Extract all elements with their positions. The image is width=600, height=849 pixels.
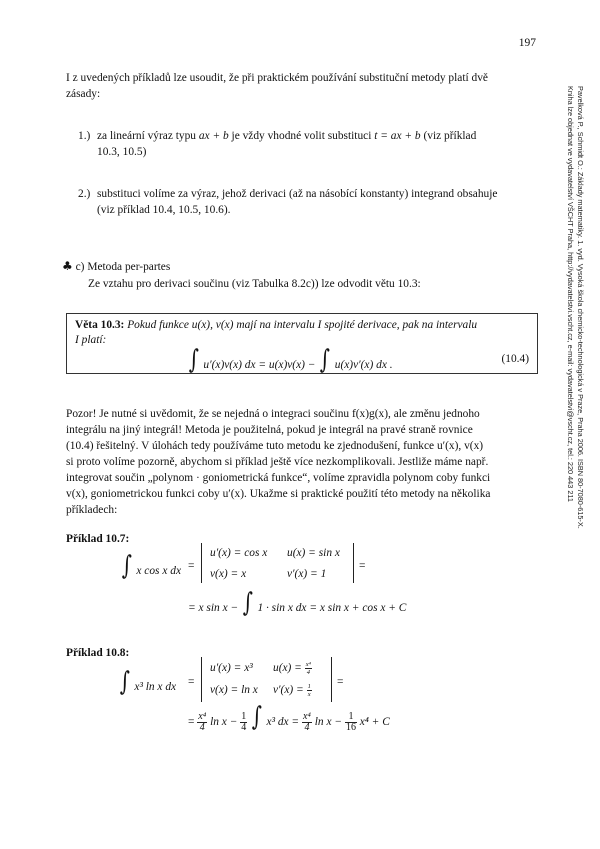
example-1-title: Příklad 10.7:: [66, 533, 130, 545]
equation-number: (10.4): [501, 353, 529, 365]
theorem-line-1: [75, 317, 477, 333]
example-2-result-part-3: ln x −: [314, 716, 343, 728]
integral-sign-icon: ∫: [188, 345, 199, 375]
example-1-equals: =: [188, 560, 195, 572]
rule-1-line-2: 10.3, 10.5): [97, 146, 147, 158]
intro-line-1: I z uvedených příkladů lze usoudit, že při praktickém používání substituční metody platí dvě: [66, 72, 488, 84]
fraction: [307, 683, 312, 698]
theorem-title: Věta 10.3:: [75, 319, 125, 331]
theorem-formula: [187, 345, 393, 375]
intro-line-2: zásady:: [66, 88, 101, 100]
theorem-line-2-text: I platí:: [75, 334, 107, 346]
example-1-a1: u′(x) = cos x: [210, 547, 268, 559]
fraction-numerator: x⁴: [302, 710, 311, 722]
section-lead: Ze vztahu pro derivaci součinu (viz Tabulka 8.2c)) lze odvodit větu 10.3:: [88, 278, 421, 290]
pozor-paragraph: [66, 406, 546, 518]
example-2-right-bar: [331, 657, 332, 702]
publication-notice-line-2: Kniha lze objednat ve vydavatelství VŠCHT Praha, http://vydavatelstvi.vscht.cz, e-mail: vydavatelstvi@vscht.cz, tel.: 220 443 211: [566, 86, 575, 502]
example-1-result-left: = x sin x −: [188, 602, 239, 614]
page-number: 197: [518, 37, 536, 49]
fraction-numerator: 1: [345, 712, 357, 723]
formula-right: u(x)v′(x) dx .: [334, 359, 393, 371]
pozor-line-6: v(x), goniometrickou funkci coby u′(x). Ukažme si praktické použití této metody na několika: [66, 488, 491, 500]
integral-sign-icon: ∫: [121, 551, 132, 581]
example-1-integrand: x cos x dx: [136, 565, 181, 577]
rule-2-marker: 2.): [78, 188, 91, 200]
fraction: [305, 661, 312, 676]
integral-sign-icon: ∫: [119, 667, 130, 697]
fraction-denominator: 4: [241, 721, 247, 733]
formula-left: u′(x)v(x) dx = u(x)v(x) −: [203, 359, 316, 371]
fraction-numerator: 1: [307, 682, 311, 690]
example-2-result: [188, 702, 390, 733]
pozor-line-7: příkladech:: [66, 504, 118, 516]
example-2-result-part-4: x⁴ + C: [359, 716, 390, 728]
club-suit-icon: ♣: [62, 259, 73, 273]
rule-2-line-2: (viz příklad 10.4, 10.5, 10.6).: [97, 204, 231, 216]
theorem-math-a: u(x), v(x): [191, 319, 234, 331]
fraction-denominator: 16: [345, 721, 356, 733]
rule-1-text-b: je vždy vhodné volit substituci: [231, 130, 372, 142]
integral-sign-icon: ∫: [320, 345, 331, 375]
example-2-result-equals: =: [188, 716, 195, 728]
fraction-denominator: 4: [306, 668, 310, 676]
theorem-text-b: mají na intervalu: [236, 319, 315, 331]
integral-sign-icon: ∫: [242, 588, 253, 618]
fraction-numerator: 1: [241, 710, 247, 722]
fraction-numerator: x⁴: [198, 710, 207, 722]
publication-notice-line-1: Pavelková P., Schmidt O.: Základy matematiky. 1. vyd. Vysoká škola chemicko-technologická v Praze, Praha 2006. ISBN 80-7080-615-X.: [576, 86, 585, 529]
example-1-equals-2: =: [359, 560, 366, 572]
example-2-b1: v(x) = ln x: [210, 684, 258, 696]
fraction: [302, 712, 312, 733]
example-1-b1: v(x) = x: [210, 568, 247, 580]
example-2-equals-2: =: [337, 676, 344, 688]
example-1-right-bar: [353, 543, 354, 583]
rule-1-text-a: za lineární výraz typu: [97, 130, 196, 142]
pozor-line-3: (10.4) řešitelný. V úlohách tedy používáme tuto metodu ke zjednodušení, funkce u′(x), v(x): [66, 440, 484, 452]
integral-sign-icon: ∫: [251, 702, 262, 732]
example-1-result: [188, 588, 407, 618]
theorem-math-b: I: [317, 319, 322, 331]
example-2-b2: [273, 682, 312, 698]
theorem-text-a: Pokud funkce: [127, 319, 189, 331]
example-2-a2: [273, 660, 312, 676]
theorem-text-c: spojité derivace, pak na intervalu: [324, 319, 478, 331]
example-2-b2-label: v′(x) =: [273, 684, 307, 696]
example-1-b2: v′(x) = 1: [287, 568, 327, 580]
example-2-result-part-2: x³ dx =: [266, 716, 300, 728]
pozor-line-1: Pozor! Je nutné si uvědomit, že se nejedná o integraci součinu f(x)g(x), ale změnu jednoho: [66, 408, 480, 420]
rule-1-marker: 1.): [78, 130, 91, 142]
example-2-integrand: x³ ln x dx: [134, 681, 177, 693]
fraction: [240, 712, 247, 733]
rule-1-text: [97, 128, 547, 144]
theorem-box: [66, 313, 538, 374]
rule-1-math-b: t = ax + b: [374, 130, 421, 142]
section-title: c) Metoda per-partes: [75, 261, 171, 273]
example-2-a2-label: u(x) =: [273, 662, 305, 674]
example-2-a1: u′(x) = x³: [210, 662, 253, 674]
theorem-line-2: [75, 332, 106, 348]
example-2-equals: =: [188, 676, 195, 688]
pozor-line-5: integrovat součin „polynom · goniometrická funkce“, volíme zpravidla polynom coby funkci: [66, 472, 491, 484]
fraction-numerator: x⁴: [305, 660, 311, 668]
fraction-denominator: 4: [304, 721, 310, 733]
example-1-result-right: 1 · sin x dx = x sin x + cos x + C: [257, 602, 407, 614]
rule-2-line-1: substituci volíme za výraz, jehož derivaci (až na násobící konstanty) integrand obsahuje: [97, 188, 498, 200]
fraction: [345, 712, 357, 733]
example-2-result-part-1: ln x −: [210, 716, 238, 728]
example-2-integral: [118, 667, 177, 697]
example-1-a2: u(x) = sin x: [287, 547, 340, 559]
intro-paragraph: [66, 70, 546, 102]
section-heading: [62, 258, 170, 275]
rule-1-text-c: (viz příklad: [423, 130, 477, 142]
pozor-line-2: integrálu na jiný integrál! Metoda je použitelná, pokud je integrál na pravé straně rovnice: [66, 424, 473, 436]
rule-1-math-a: ax + b: [198, 130, 229, 142]
example-1-left-bar: [201, 543, 202, 583]
publication-notice: [565, 86, 585, 529]
fraction-denominator: 4: [199, 721, 205, 733]
fraction-denominator: x: [307, 690, 311, 698]
pozor-line-4: si proto volíme pozorně, abychom si příklad ještě více nezkomplikovali. Jestliže máme např.: [66, 456, 489, 468]
fraction: [197, 712, 207, 733]
example-1-integral: [120, 551, 181, 581]
example-2-title: Příklad 10.8:: [66, 647, 130, 659]
example-2-left-bar: [201, 657, 202, 702]
